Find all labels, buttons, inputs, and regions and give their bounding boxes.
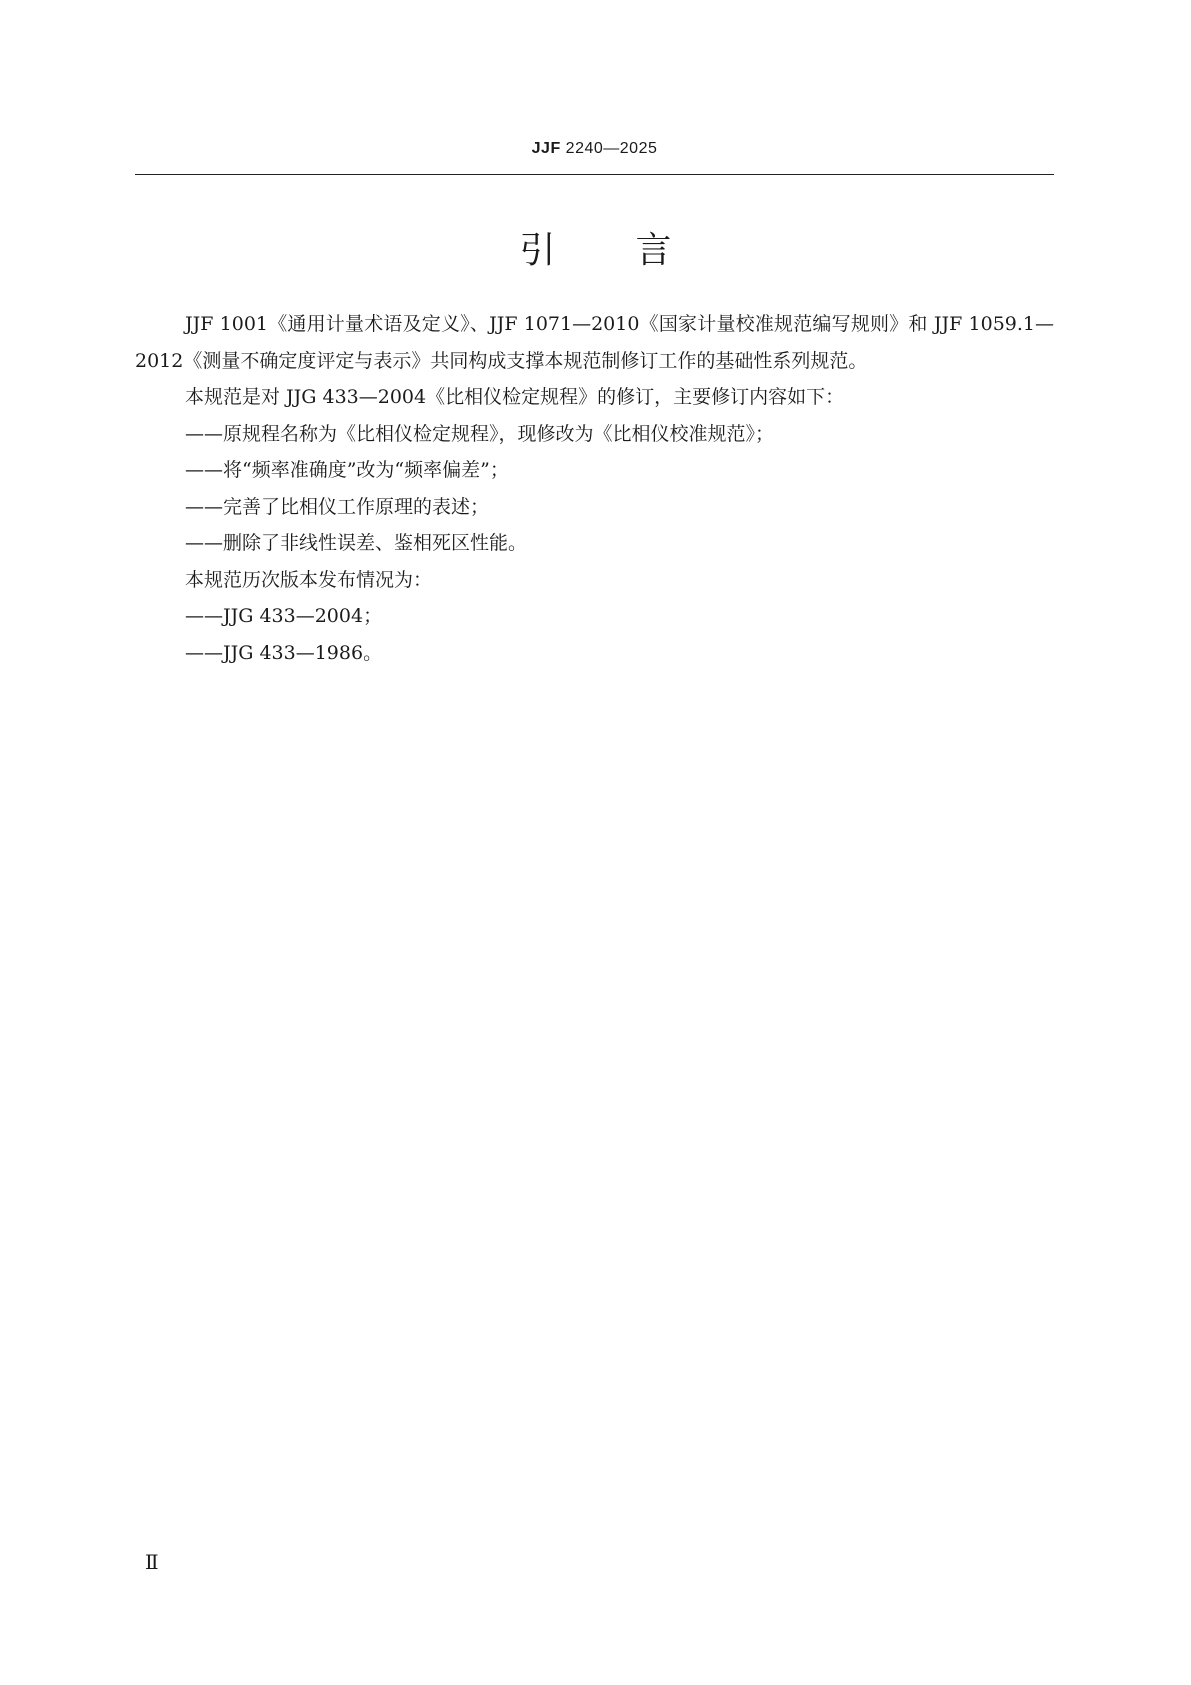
revision-item: ——将“频率准确度”改为“频率偏差”； <box>185 459 509 481</box>
history-item: ——JJG 433—1986。 <box>185 641 383 664</box>
revision-item: ——完善了比相仪工作原理的表述； <box>185 495 490 518</box>
page-number: Ⅱ <box>145 1552 159 1574</box>
intro-paragraph: JJF 1001《通用计量术语及定义》、JJF 1071—2010《国家计量校准规范编写规则》和 JJF 1059.1—2012《测量不确定度评定与表示》共同构成支撑本规范制修订工作的基础性系列规范。 <box>135 313 1054 372</box>
page-title: 引言 <box>519 230 752 271</box>
revision-item: ——删除了非线性误差、鉴相死区性能。 <box>185 532 528 554</box>
history-item: ——JJG 433—2004； <box>185 605 383 627</box>
revision-item: ——原规程名称为《比相仪检定规程》，现修改为《比相仪校准规范》； <box>185 422 775 445</box>
standard-code-prefix: JJF <box>531 140 561 157</box>
body-text <box>135 306 1054 671</box>
header-rule <box>135 174 1054 175</box>
history-intro-paragraph: 本规范历次版本发布情况为： <box>185 568 433 591</box>
revision-intro-paragraph: 本规范是对 JJG 433—2004《比相仪检定规程》的修订，主要修订内容如下： <box>185 386 845 408</box>
running-header <box>135 140 1054 158</box>
standard-code-number: 2240—2025 <box>565 140 658 157</box>
